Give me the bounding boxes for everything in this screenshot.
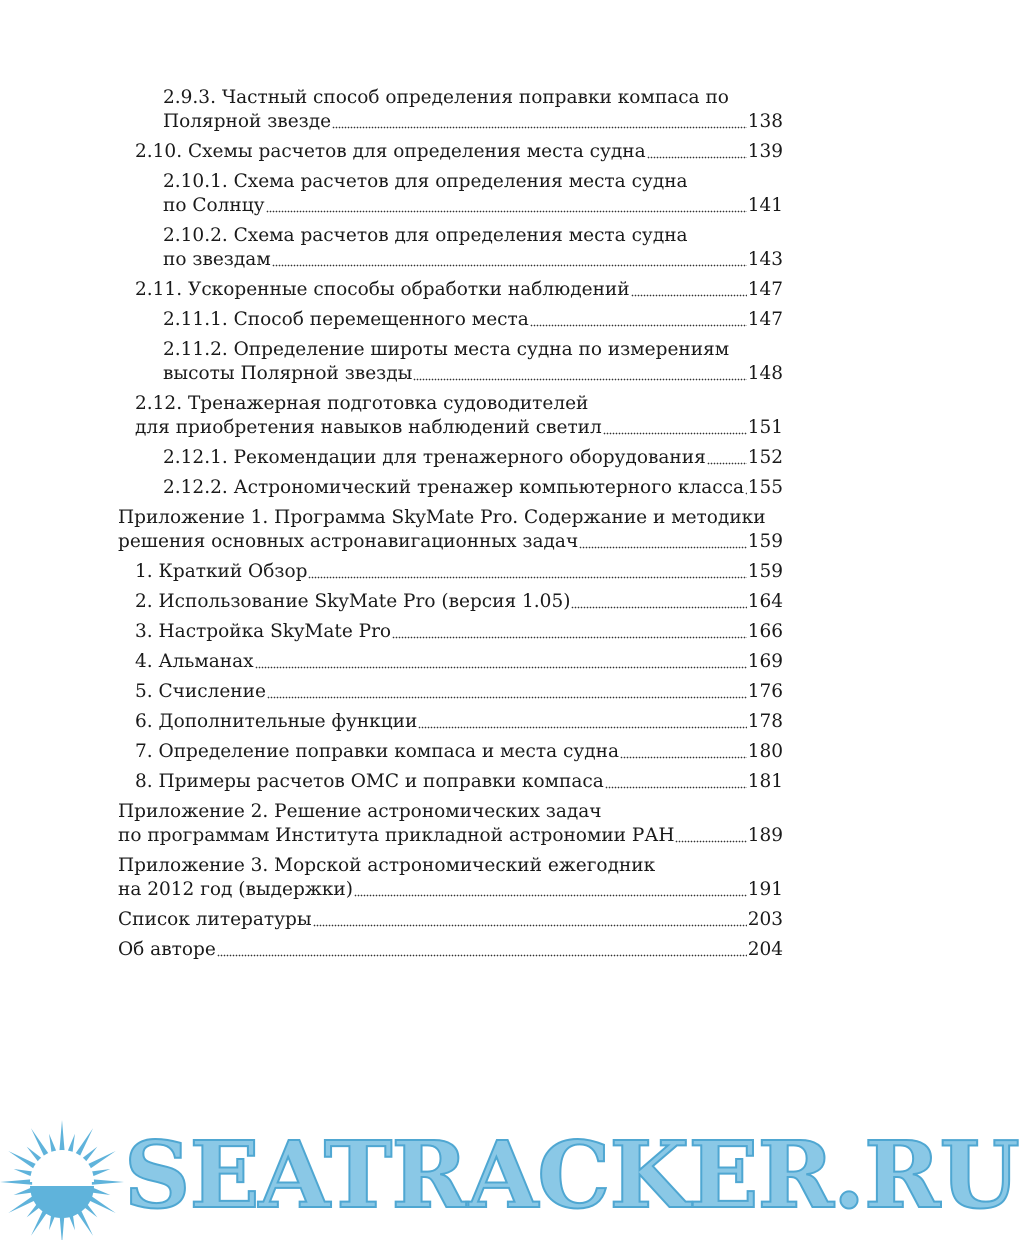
toc-entry[interactable]: [0, 650, 874, 674]
toc-entry-title: 2.12.2. Астрономический тренажер компьютерного класса: [163, 477, 744, 498]
toc-page-number: 166: [747, 621, 783, 642]
dot-leader: [675, 839, 746, 843]
toc-entry[interactable]: [0, 590, 874, 614]
dot-leader: [530, 323, 747, 327]
dot-leader: [571, 605, 746, 609]
toc-page-number: 148: [747, 363, 783, 384]
toc-page-number: 147: [747, 309, 783, 330]
dot-leader: [392, 635, 747, 639]
toc-page-number: 141: [747, 195, 783, 216]
toc-entry[interactable]: [0, 680, 874, 704]
toc-entry[interactable]: [0, 140, 874, 164]
dot-leader: [605, 785, 747, 789]
toc-entry[interactable]: [0, 446, 874, 470]
toc-entry-title: 2.10. Схемы расчетов для определения места судна: [135, 141, 646, 162]
toc-page-number: 155: [747, 477, 783, 498]
toc-entry[interactable]: [0, 338, 874, 386]
dot-leader: [603, 431, 747, 435]
toc-page-number: 181: [747, 771, 783, 792]
toc-page-number: 180: [747, 741, 783, 762]
toc-entry[interactable]: [0, 770, 874, 794]
toc-page-number: 159: [747, 531, 783, 552]
toc-entry-title-line: Приложение 3. Морской астрономический ежегодник: [118, 855, 656, 876]
toc-page-number: 204: [747, 939, 783, 960]
dot-leader: [620, 755, 747, 759]
toc-entry[interactable]: [0, 392, 874, 440]
toc-entry-title: 6. Дополнительные функции: [135, 711, 418, 732]
toc-page-number: 138: [747, 111, 783, 132]
toc-entry-title: 2.12.1. Рекомендации для тренажерного оборудования: [163, 447, 706, 468]
toc-entry[interactable]: [0, 476, 874, 500]
toc-entry-title: Список литературы: [118, 909, 312, 930]
toc-entry-title-line: 2.9.3. Частный способ определения поправки компаса по: [163, 87, 729, 108]
dot-leader: [266, 209, 747, 213]
toc-entry[interactable]: [0, 560, 874, 584]
toc-entry[interactable]: [0, 86, 874, 134]
toc-entry-title-line: Приложение 1. Программа SkyMate Pro. Содержание и методики: [118, 507, 766, 528]
dot-leader: [745, 491, 747, 495]
toc-entry[interactable]: [0, 710, 874, 734]
toc-entry-title: 7. Определение поправки компаса и места судна: [135, 741, 619, 762]
toc-page-number: 178: [747, 711, 783, 732]
toc-page-number: 169: [747, 651, 783, 672]
dot-leader: [255, 665, 747, 669]
toc-entry[interactable]: [0, 854, 874, 902]
toc-entry-title: по Солнцу: [163, 195, 265, 216]
toc-entry-title: 3. Настройка SkyMate Pro: [135, 621, 392, 642]
toc-page-number: 151: [747, 417, 783, 438]
dot-leader: [647, 155, 747, 159]
toc-page-number: 176: [747, 681, 783, 702]
toc-entry[interactable]: [0, 800, 874, 848]
toc-entry-title: 2.11. Ускоренные способы обработки наблюдений: [135, 279, 630, 300]
dot-leader: [707, 461, 747, 465]
toc-page-number: 143: [747, 249, 783, 270]
toc-entry-title: 4. Альманах: [135, 651, 254, 672]
toc-entry-title: 8. Примеры расчетов ОМС и поправки компаса: [135, 771, 604, 792]
watermark-text: SEATRACKER.RU: [124, 1121, 1019, 1229]
toc-page-number: 139: [747, 141, 783, 162]
toc-entry[interactable]: [0, 224, 874, 272]
dot-leader: [413, 377, 746, 381]
toc-entry[interactable]: [0, 170, 874, 218]
dot-leader: [308, 575, 746, 579]
dot-leader: [631, 293, 747, 297]
toc-entry-title: по звездам: [163, 249, 271, 270]
sun-icon: [0, 1120, 124, 1240]
toc-entry-title: для приобретения навыков наблюдений светил: [135, 417, 602, 438]
table-of-contents: [0, 86, 874, 962]
toc-page-number: 189: [747, 825, 783, 846]
toc-entry[interactable]: [0, 740, 874, 764]
toc-entry-title: 1. Краткий Обзор: [135, 561, 308, 582]
toc-entry-title: высоты Полярной звезды: [163, 363, 413, 384]
toc-page-number: 164: [747, 591, 783, 612]
dot-leader: [267, 695, 747, 699]
toc-entry-title: на 2012 год (выдержки): [118, 879, 353, 900]
toc-page-number: 203: [747, 909, 783, 930]
dot-leader: [313, 923, 747, 927]
toc-entry-title: 2. Использование SkyMate Pro (версия 1.05): [135, 591, 571, 612]
toc-entry[interactable]: [0, 278, 874, 302]
toc-entry-title-line: Приложение 2. Решение астрономических задач: [118, 801, 602, 822]
toc-entry-title: 2.11.1. Способ перемещенного места: [163, 309, 529, 330]
toc-page-number: 191: [747, 879, 783, 900]
dot-leader: [354, 893, 747, 897]
toc-entry[interactable]: [0, 506, 874, 554]
toc-page-number: 159: [747, 561, 783, 582]
toc-entry-title: Об авторе: [118, 939, 216, 960]
toc-page-number: 147: [747, 279, 783, 300]
toc-entry-title: по программам Института прикладной астрономии РАН: [118, 825, 675, 846]
toc-entry-title: решения основных астронавигационных задач: [118, 531, 579, 552]
toc-entry-title-line: 2.12. Тренажерная подготовка судоводителей: [135, 393, 589, 414]
toc-entry-title-line: 2.10.2. Схема расчетов для определения места судна: [163, 225, 688, 246]
toc-entry[interactable]: [0, 620, 874, 644]
toc-entry[interactable]: [0, 908, 874, 932]
toc-entry-title: Полярной звезде: [163, 111, 332, 132]
dot-leader: [272, 263, 747, 267]
dot-leader: [217, 953, 747, 957]
toc-entry-title: 5. Счисление: [135, 681, 266, 702]
toc-entry-title-line: 2.11.2. Определение широты места судна по измерениям: [163, 339, 730, 360]
toc-entry[interactable]: [0, 938, 874, 962]
toc-entry-title-line: 2.10.1. Схема расчетов для определения места судна: [163, 171, 688, 192]
dot-leader: [579, 545, 747, 549]
toc-entry[interactable]: [0, 308, 874, 332]
dot-leader: [418, 725, 746, 729]
toc-page-number: 152: [747, 447, 783, 468]
dot-leader: [332, 125, 747, 129]
